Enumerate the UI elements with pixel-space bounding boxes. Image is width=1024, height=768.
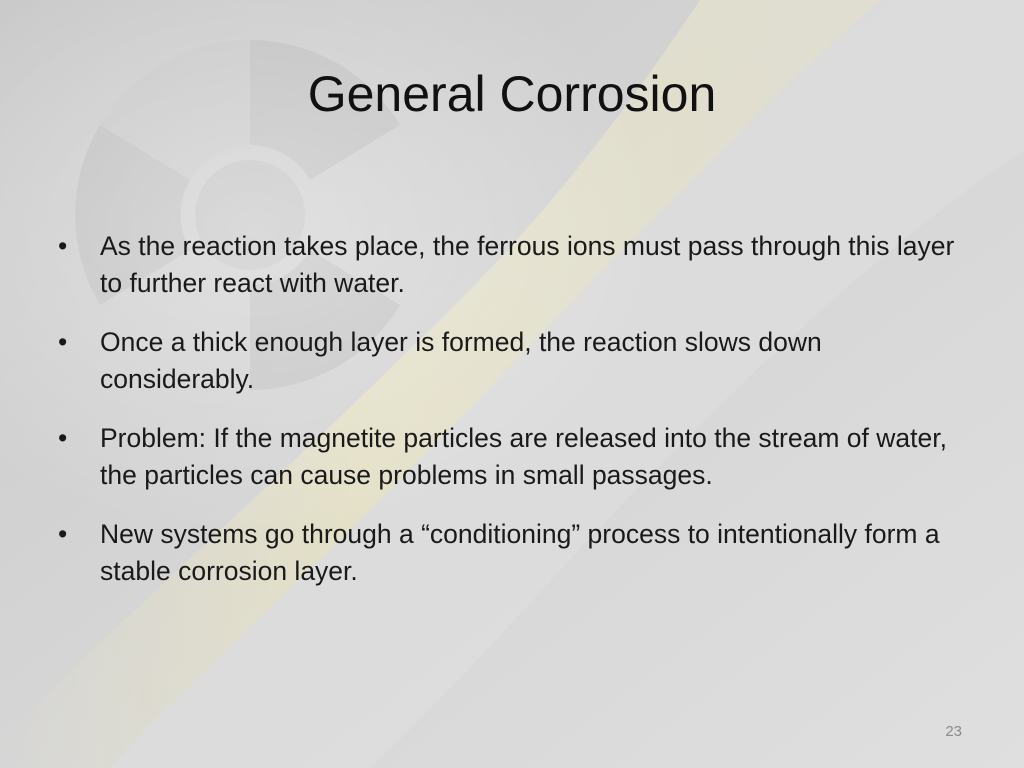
bullet-item bbox=[58, 228, 968, 302]
bullet-item bbox=[58, 324, 968, 398]
bullet-item bbox=[58, 420, 968, 494]
bullet-item bbox=[58, 516, 968, 590]
bullet-icon: • bbox=[58, 519, 68, 549]
bullet-text: Once a thick enough layer is formed, the reaction slows down considerably. bbox=[100, 327, 822, 394]
page-number: 23 bbox=[945, 723, 962, 740]
bullet-icon: • bbox=[58, 231, 68, 261]
bullet-text: New systems go through a “conditioning” process to intentionally form a stable corrosion layer. bbox=[100, 519, 940, 586]
bullet-icon: • bbox=[58, 423, 68, 453]
bullet-text: Problem: If the magnetite particles are released into the stream of water, the particles can cause problems in small passages. bbox=[100, 423, 947, 490]
bullet-text: As the reaction takes place, the ferrous ions must pass through this layer to further react with water. bbox=[100, 231, 955, 298]
bullet-icon: • bbox=[58, 327, 68, 357]
slide-title: General Corrosion bbox=[307, 66, 717, 122]
bullet-list bbox=[58, 228, 968, 612]
